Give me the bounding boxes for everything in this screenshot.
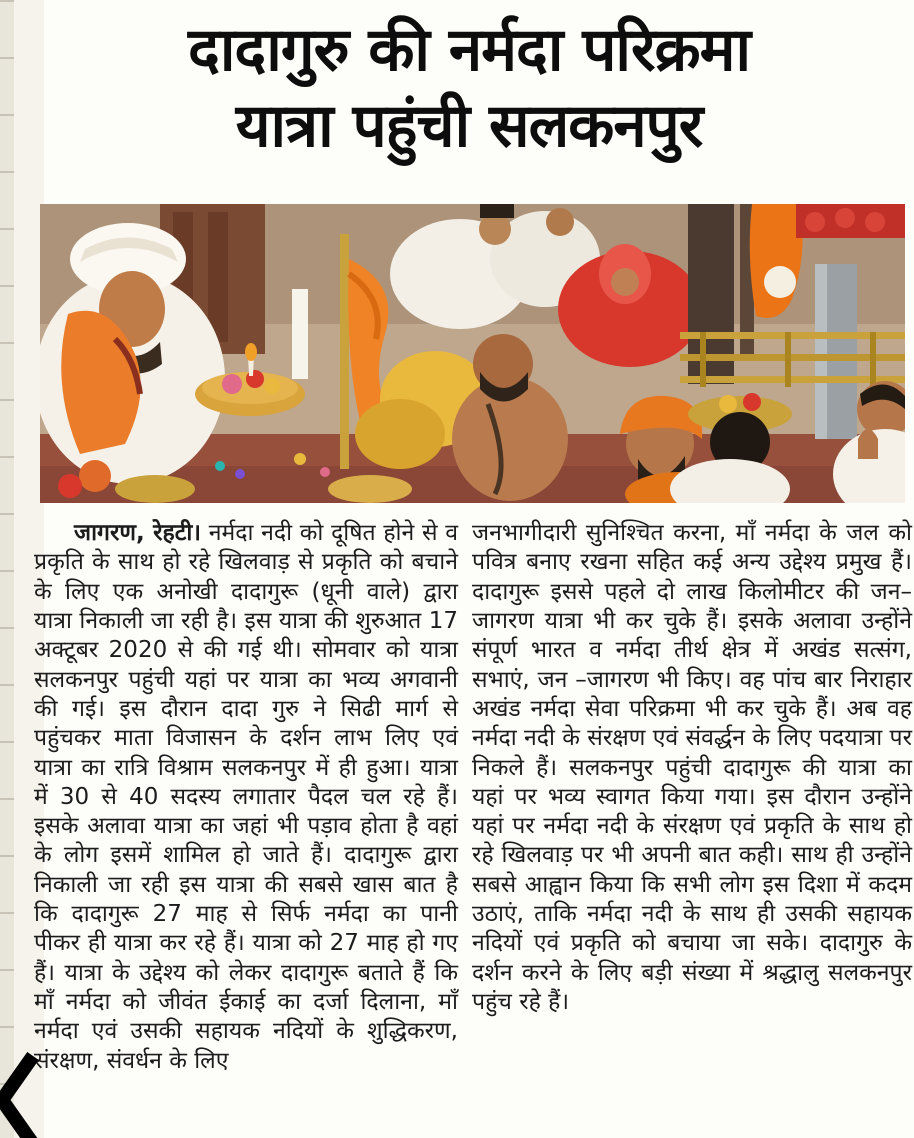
article-body — [34, 519, 912, 1076]
page-edge-strip — [0, 0, 14, 1138]
temple-photo-illustration — [40, 204, 905, 503]
headline-line-2: यात्रा पहुंची सलकनपुर — [235, 91, 703, 161]
headline — [30, 12, 908, 164]
article — [30, 0, 912, 1076]
article-photo — [40, 204, 905, 503]
article-column-right — [472, 519, 912, 1076]
headline-line-1: दादागुरु की नर्मदा परिक्रमा — [188, 15, 750, 85]
dateline: जागरण, रेहटी। — [74, 520, 202, 547]
article-text-left: नर्मदा नदी को दूषित होने से व प्रकृति के साथ हो रहे खिलवाड़ से प्रकृति को बचाने के लिए एक अनोखी दादागुरू (धूनी वाले) द्वारा यात्रा निकाली जा रही है। इस यात्रा की शुरुआत 17 अक्टूबर 2020 से की गई थी। सोमवार को यात्रा सलकनपुर पहुंची यहां पर यात्रा का भव्य अगवानी की गई। इस दौरान दादा गुरु ने सिढी मार्ग से पहुंचकर माता विजासन के दर्शन लाभ लिए एवं यात्रा का रात्रि विश्राम सलकनपुर में ही हुआ। यात्रा में 30 से 40 सदस्य लगातार पैदल चल रहे हैं। इसके अलावा यात्रा का जहां भी पड़ाव होता है वहां के लोग इसमें शामिल हो जाते हैं। दादागुरू द्वारा निकाली जा रही इस यात्रा की सबसे खास बात है कि दादागुरू 27 माह से सिर्फ नर्मदा का पानी पीकर ही यात्रा कर रहे हैं। यात्रा को 27 माह हो गए हैं। यात्रा के उद्देश्य को लेकर दादागुरू बताते हैं कि माँ नर्मदा को जीवंत ईकाई का दर्जा दिलाना, माँ नर्मदा एवं उसकी सहायक नदियों के शुद्धिकरण, संरक्षण, संवर्धन के लिए — [34, 520, 458, 1074]
article-text-right: जनभागीदारी सुनिश्चित करना, माँ नर्मदा के जल को पवित्र बनाए रखना सहित कई अन्य उद्देश्य प्रमुख हैं। दादागुरू इससे पहले दो लाख किलोमीटर की जन–जागरण यात्रा भी कर चुके हैं। इसके अलावा उन्होंने संपूर्ण भारत व नर्मदा तीर्थ क्षेत्र में अखंड सत्संग, सभाएं, जन –जागरण भी किए। वह पांच बार निराहार अखंड नर्मदा सेवा परिक्रमा भी कर चुके हैं। अब वह नर्मदा नदी के संरक्षण एवं संवर्द्धन के लिए पदयात्रा पर निकले हैं। सलकनपुर पहुंची दादागुरू की यात्रा का यहां पर भव्य स्वागत किया गया। इस दौरान उन्होंने यहां पर नर्मदा नदी के संरक्षण एवं प्रकृति के साथ हो रहे खिलवाड़ पर भी अपनी बात कही। साथ ही उन्होंने सबसे आह्वान किया कि सभी लोग इस दिशा में कदम उठाएं, ताकि नर्मदा नदी के साथ ही उसकी सहायक नदियों एवं प्रकृति को बचाया जा सके। दादागुरु के दर्शन करने के लिए बड़ी संख्या में श्रद्धालु सलकनपुर पहुंच रहे हैं। — [472, 520, 912, 1015]
back-chevron-icon[interactable] — [0, 1050, 39, 1138]
article-column-left — [34, 519, 458, 1076]
